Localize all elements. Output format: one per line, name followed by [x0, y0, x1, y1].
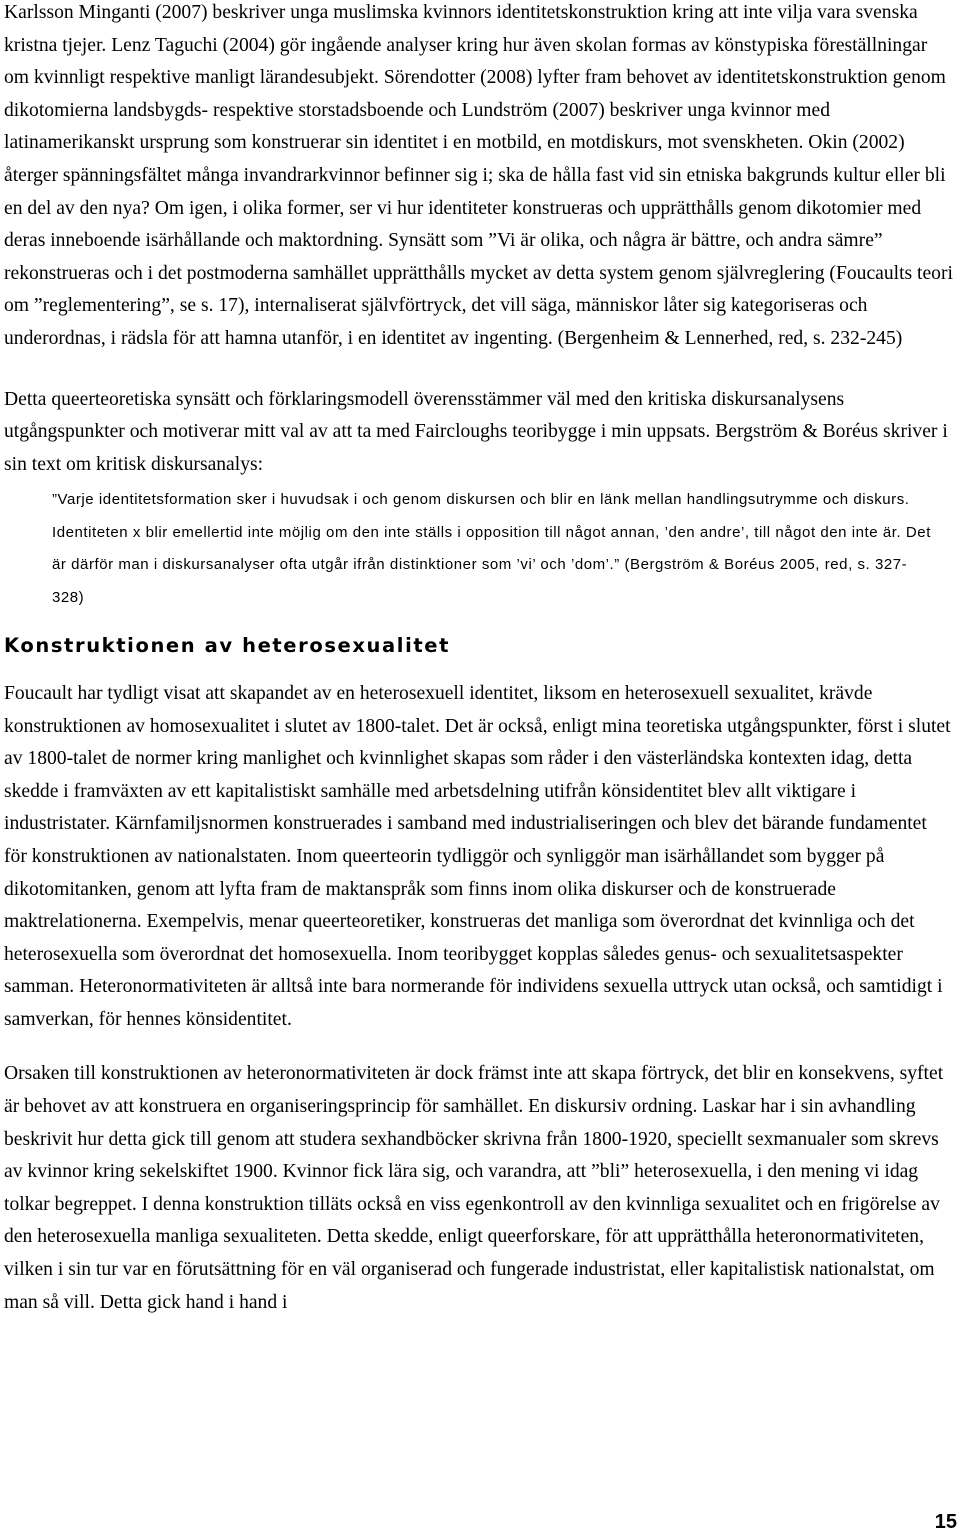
- paragraph-queer-theory: Detta queerteoretiska synsätt och förklaringsmodell överensstämmer väl med den kritiska diskursanalysens utgångspunkter och motiverar mitt val av att ta med Faircloughs teoribygge i min uppsats. Bergström & Boréus skriver i sin text om kritisk diskursanalys:: [4, 388, 948, 475]
- section-heading: Konstruktionen av heterosexualitet: [4, 633, 451, 657]
- paragraph-foucault: Foucault har tydligt visat att skapandet av en heterosexuell identitet, liksom en heterosexuell sexualitet, krävde konstruktionen av homosexualitet i slutet av 1800-talet. Det är också, enligt mina teoretiska utgångspunkter, först i slutet av 1800-talet de normer kring manlighet och kvinnlighet skapas som råder i den västerländska kontexten idag, detta skedde i framväxten av ett kapitalistiskt samhälle med arbetsdelning utifrån könsidentitet blev allt viktigare i industristater. Kärnfamiljsnormen konstruerades i samband med industrialiseringen och blev det bärande fundamentet för konstruktionen av nationalstaten. Inom queerteorin tydliggör och synliggör man isärhållandet som bygger på dikotomitanken, genom att lyfta fram de maktanspråk som finns inom olika diskurser och de konstruerade maktrelationerna. Exempelvis, menar queerteoretiker, konstrueras det manliga som överordnat det kvinnliga och det heterosexuella som överordnat det homosexuella. Inom teoribygget kopplas således genus- och sexualitetsaspekter samman. Heteronormativiteten är alltså inte bara normerande för individens sexuella uttryck utan också, och samtidigt i samverkan, för hennes könsidentitet.: [4, 682, 951, 1030]
- page-number: 15: [934, 1511, 957, 1533]
- paragraph-identity-construction: Karlsson Minganti (2007) beskriver unga muslimska kvinnors identitetskonstruktion kring att inte vilja vara svenska kristna tjejer. Lenz Taguchi (2004) gör ingående analyser kring hur även skolan formas av könstypiska föreställningar om kvinnligt respektive manligt lärandesubjekt. Sörendotter (2008) lyfter fram behovet av identitetskonstruktion genom dikotomierna landsbygds- respektive storstadsboende och Lundström (2007) beskriver unga kvinnor med latinamerikanskt ursprung som konstruerar sin identitet i en motbild, en motdiskurs, mot svenskheten. Okin (2002) återger spänningsfältet många invandrarkvinnor befinner sig i; ska de hålla fast vid sin etniska bakgrunds kultur eller bli en del av den nya? Om igen, i olika former, ser vi hur identiteter konstrueras och upprätthålls genom dikotomier med deras inneboende isärhållande och maktordning. Synsätt som ”Vi är olika, och några är bättre, och andra sämre” rekonstrueras och i det postmoderna samhället upprätthålls mycket av detta system genom självreglering (Foucaults teori om ”reglementering”, se s. 17), internaliserat självförtryck, det vill säga, människor låter sig kategoriseras och underordnas, i rädsla för att hamna utanför, i en identitet av ingenting. (Bergenheim & Lennerhed, red, s. 232-245): [4, 2, 953, 349]
- paragraph-heteronormativity: Orsaken till konstruktionen av heteronormativiteten är dock främst inte att skapa förtryck, det blir en konsekvens, syftet är behovet av att konstruera en organiseringsprincip för samhället. En diskursiv ordning. Laskar har i sin avhandling beskrivit hur detta gick till genom att studera sexhandböcker skrivna från 1800-1920, speciellt sexmanualer som skrevs av kvinnor kring sekelskiftet 1900. Kvinnor fick lära sig, och varandra, att ”bli” heterosexuella, i den mening vi idag tolkar begreppet. I denna konstruktion tilläts också en viss egenkontroll av den kvinnliga sexualitet och en frigörelse av den heterosexuella manliga sexualiteten. Detta skedde, enligt queerforskare, för att upprätthålla heteronormativiteten, vilken i sin tur var en förutsättning för en väl organiserad och fungerade industristat, eller kapitalistisk nationalstat, om man så vill. Detta gick hand i hand i: [4, 1063, 944, 1313]
- block-quote: ”Varje identitetsformation sker i huvudsak i och genom diskursen och blir en länk mellan handlingsutrymme och diskurs. Identiteten x blir emellertid inte möjlig om den inte ställs i opposition till något annan, ’den andre’, till något den inte är. Det är därför man i diskursanalyser ofta utgår ifrån distinktioner som ’vi’ och ’dom’.” (Bergström & Boréus 2005, red, s. 327-328): [52, 491, 931, 606]
- document-page: [4, 0, 954, 1319]
